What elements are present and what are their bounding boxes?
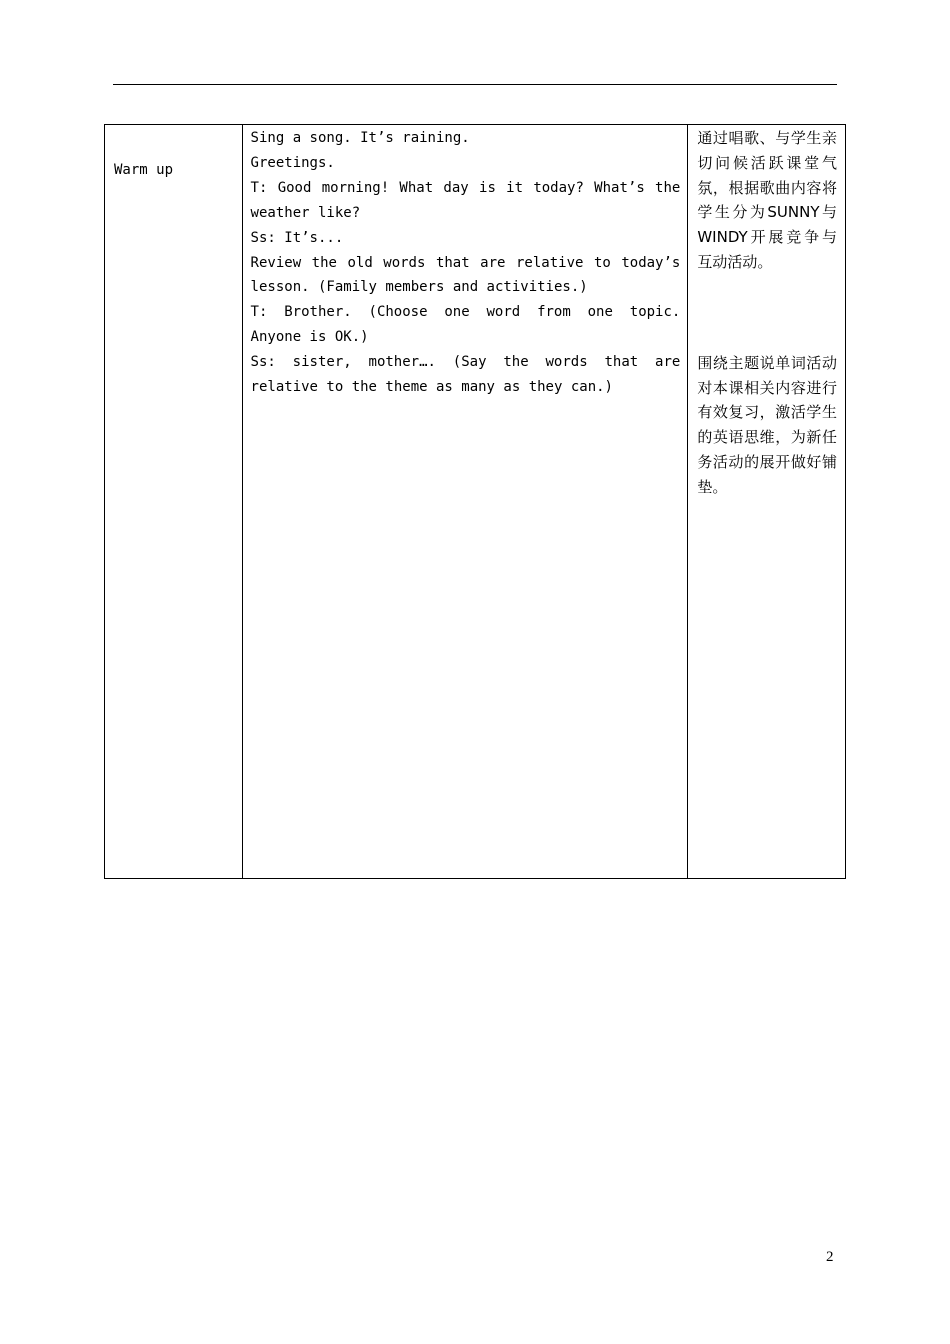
step-line: T: Brother. (Choose one word from one topic. Anyone is OK.) [250,304,681,346]
table-row [105,125,846,879]
stage-label: Warm up [114,162,174,178]
step-line: Review the old words that are relative to today’s lesson. (Family members and activities.) [250,254,681,296]
purpose-cell [688,125,846,879]
purpose-note: 围绕主题说单词活动对本课相关内容进行有效复习，激活学生的英语思维，为新任务活动的展开做好铺垫。 [697,353,837,496]
steps-list [243,125,688,400]
steps-cell [242,125,688,879]
lesson-plan-table [104,124,846,879]
stage-cell [105,125,243,879]
step-line: Ss: It’s... [250,229,344,246]
step-line: Greetings. [250,154,335,171]
step-line: Ss: sister, mother…. (Say the words that are relative to the theme as many as they can.) [250,354,681,396]
purpose-note: 通过唱歌、与学生亲切问候活跃课堂气氛，根据歌曲内容将学生分为SUNNY与WINDY开展竞争与互动活动。 [697,129,837,271]
page-number: 2 [826,1249,834,1265]
step-line: Sing a song. It’s raining. [250,130,470,146]
step-line: T: Good morning! What day is it today? What’s the weather like? [250,179,681,221]
header-rule [113,84,837,85]
purpose-notes [688,126,845,500]
